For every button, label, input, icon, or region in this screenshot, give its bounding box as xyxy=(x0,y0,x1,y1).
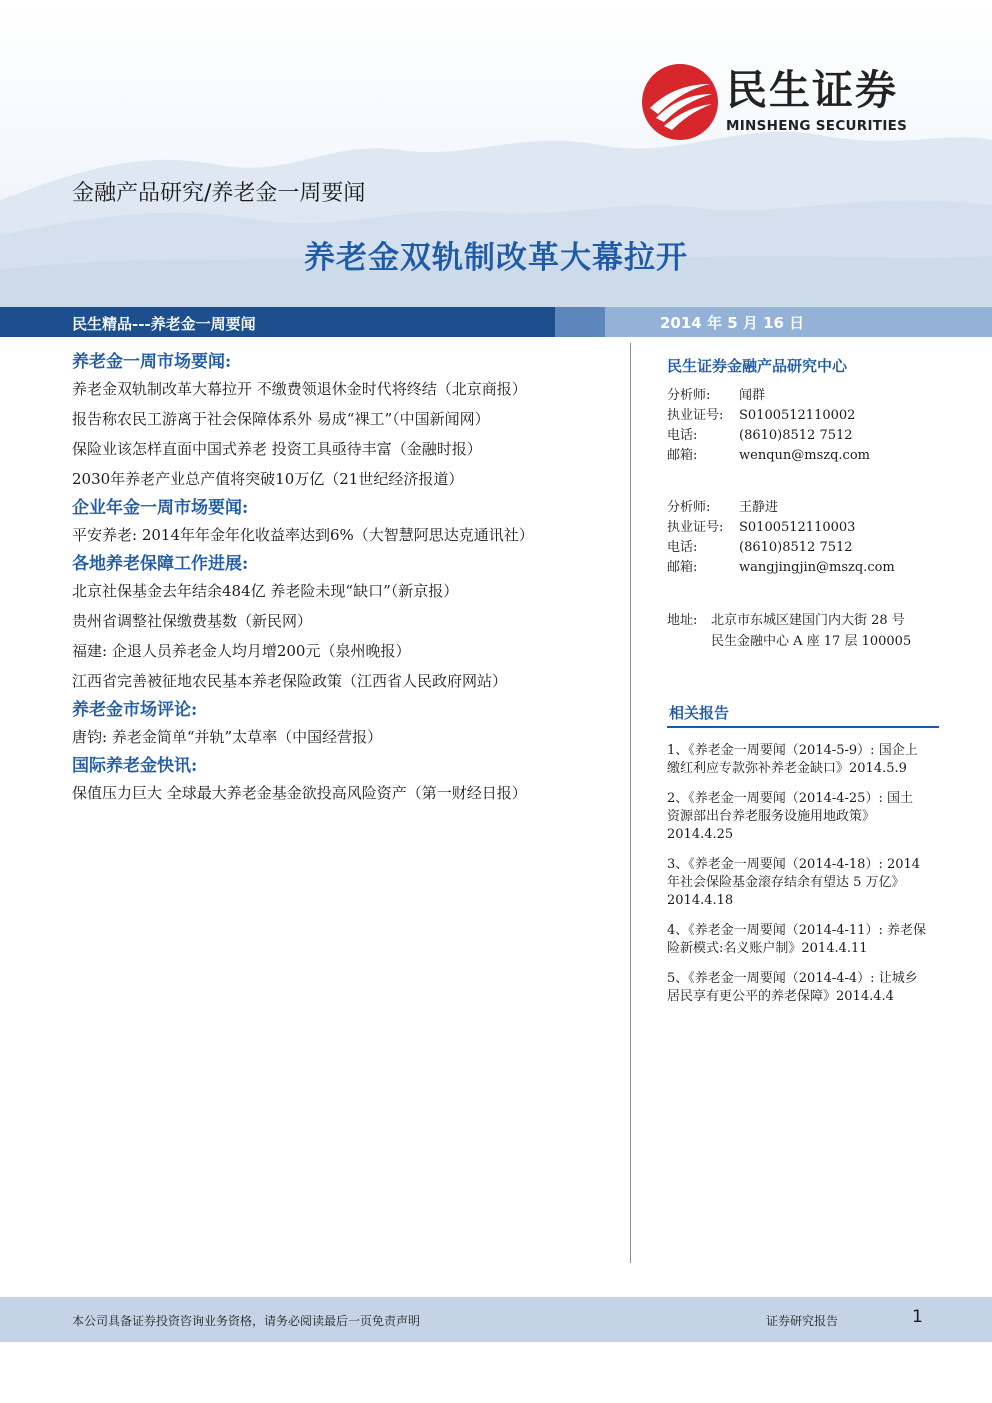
news-item: 养老金双轨制改革大幕拉开 不缴费领退休金时代将终结（北京商报） xyxy=(72,380,527,398)
analyst-cert: S0100512110002 xyxy=(739,408,856,423)
company-address xyxy=(667,610,947,652)
band-mid-segment xyxy=(555,307,605,337)
news-section xyxy=(72,754,620,808)
address-line-1: 北京市东城区建国门内大街 28 号 xyxy=(711,613,905,628)
report-line: 缴红利应专款弥补养老金缺口》2014.5.9 xyxy=(667,761,907,776)
report-line: 险新模式:名义账户制》2014.4.11 xyxy=(667,941,868,956)
news-item: 北京社保基金去年结余484亿 养老险未现“缺口”（新京报） xyxy=(72,582,459,600)
page-footer xyxy=(0,1297,992,1342)
report-line: 2014.4.18 xyxy=(667,893,734,908)
minsheng-logo-mark-icon xyxy=(640,62,720,142)
analyst-label: 分析师: xyxy=(667,388,711,403)
phone-label: 电话: xyxy=(667,428,698,443)
related-report-item[interactable] xyxy=(667,970,939,1006)
analyst-card xyxy=(667,386,947,466)
news-item: 江西省完善被征地农民基本养老保险政策（江西省人民政府网站） xyxy=(72,672,508,690)
email-label: 邮箱: xyxy=(667,448,698,463)
news-section xyxy=(72,698,620,752)
report-line: 2014.4.25 xyxy=(667,827,734,842)
news-item: 贵州省调整社保缴费基数（新民网） xyxy=(72,612,313,630)
company-logo xyxy=(640,62,930,142)
related-report-item[interactable] xyxy=(667,790,939,844)
title-band xyxy=(0,307,992,337)
report-line: 资源部出台养老服务设施用地政策》 xyxy=(667,809,876,824)
related-reports-heading: 相关报告 xyxy=(669,704,730,722)
news-item: 保值压力巨大 全球最大养老金基金欲投高风险资产（第一财经日报） xyxy=(72,784,527,802)
address-label: 地址: xyxy=(667,613,698,628)
news-column xyxy=(72,348,620,808)
footer-disclaimer: 本公司具备证券投资咨询业务资格，请务必阅读最后一页免责声明 xyxy=(72,1314,421,1328)
report-line: 4、《养老金一周要闻（2014-4-11）: 养老保 xyxy=(667,923,926,938)
related-report-item[interactable] xyxy=(667,922,939,958)
news-item: 福建: 企退人员养老金人均月增200元（泉州晚报） xyxy=(72,642,411,660)
analyst-card xyxy=(667,498,947,578)
sidebar-column xyxy=(667,352,947,1018)
address-line-2: 民生金融中心 A 座 17 层 100005 xyxy=(711,634,912,649)
cert-label: 执业证号: xyxy=(667,520,724,535)
related-report-item[interactable] xyxy=(667,742,939,778)
news-section xyxy=(72,496,620,550)
news-section xyxy=(72,552,620,696)
cert-label: 执业证号: xyxy=(667,408,724,423)
news-item: 保险业该怎样直面中国式养老 投资工具亟待丰富（金融时报） xyxy=(72,440,482,458)
analyst-email[interactable]: wenqun@mszq.com xyxy=(739,448,870,463)
related-report-item[interactable] xyxy=(667,856,939,910)
section-heading: 养老金市场评论: xyxy=(72,700,198,720)
analyst-phone: (8610)8512 7512 xyxy=(739,428,853,443)
news-section xyxy=(72,350,620,494)
report-line: 1、《养老金一周要闻（2014-5-9）: 国企上 xyxy=(667,743,918,758)
footer-report-type: 证券研究报告 xyxy=(766,1314,839,1328)
report-line: 3、《养老金一周要闻（2014-4-18）: 2014 xyxy=(667,857,921,872)
research-center-name: 民生证券金融产品研究中心 xyxy=(667,357,848,375)
section-heading: 养老金一周市场要闻: xyxy=(72,352,232,372)
news-item: 2030年养老产业总产值将突破10万亿（21世纪经济报道） xyxy=(72,470,464,488)
section-heading: 国际养老金快讯: xyxy=(72,756,198,776)
email-label: 邮箱: xyxy=(667,560,698,575)
band-series-label: 民生精品---养老金一周要闻 xyxy=(72,315,256,333)
report-date: 2014 年 5 月 16 日 xyxy=(660,314,805,332)
analyst-cert: S0100512110003 xyxy=(739,520,856,535)
news-item: 唐钧: 养老金简单“并轨”太草率（中国经营报） xyxy=(72,728,383,746)
analyst-label: 分析师: xyxy=(667,500,711,515)
phone-label: 电话: xyxy=(667,540,698,555)
column-divider xyxy=(630,343,631,1263)
section-heading: 各地养老保障工作进展: xyxy=(72,554,249,574)
related-reports-rule xyxy=(667,726,939,728)
analyst-name: 闻群 xyxy=(739,388,766,403)
logo-chinese-name: 民生证券 xyxy=(726,66,898,114)
report-line: 2、《养老金一周要闻（2014-4-25）: 国土 xyxy=(667,791,913,806)
logo-english-name: MINSHENG SECURITIES xyxy=(726,118,908,134)
analyst-phone: (8610)8512 7512 xyxy=(739,540,853,555)
analyst-name: 王静进 xyxy=(739,500,779,515)
page-number: 1 xyxy=(912,1307,923,1327)
news-item: 报告称农民工游离于社会保障体系外 易成“裸工”（中国新闻网） xyxy=(72,410,490,428)
section-heading: 企业年金一周市场要闻: xyxy=(72,498,249,518)
report-line: 5、《养老金一周要闻（2014-4-4）: 让城乡 xyxy=(667,971,918,986)
report-line: 居民享有更公平的养老保障》2014.4.4 xyxy=(667,989,894,1004)
analyst-email[interactable]: wangjingjin@mszq.com xyxy=(739,560,895,575)
report-title: 养老金双轨制改革大幕拉开 xyxy=(304,240,688,276)
report-line: 年社会保险基金滚存结余有望达 5 万亿》 xyxy=(667,875,905,890)
news-item: 平安养老: 2014年年金年化收益率达到6%（大智慧阿思达克通讯社） xyxy=(72,526,534,544)
report-category: 金融产品研究/养老金一周要闻 xyxy=(72,181,366,206)
